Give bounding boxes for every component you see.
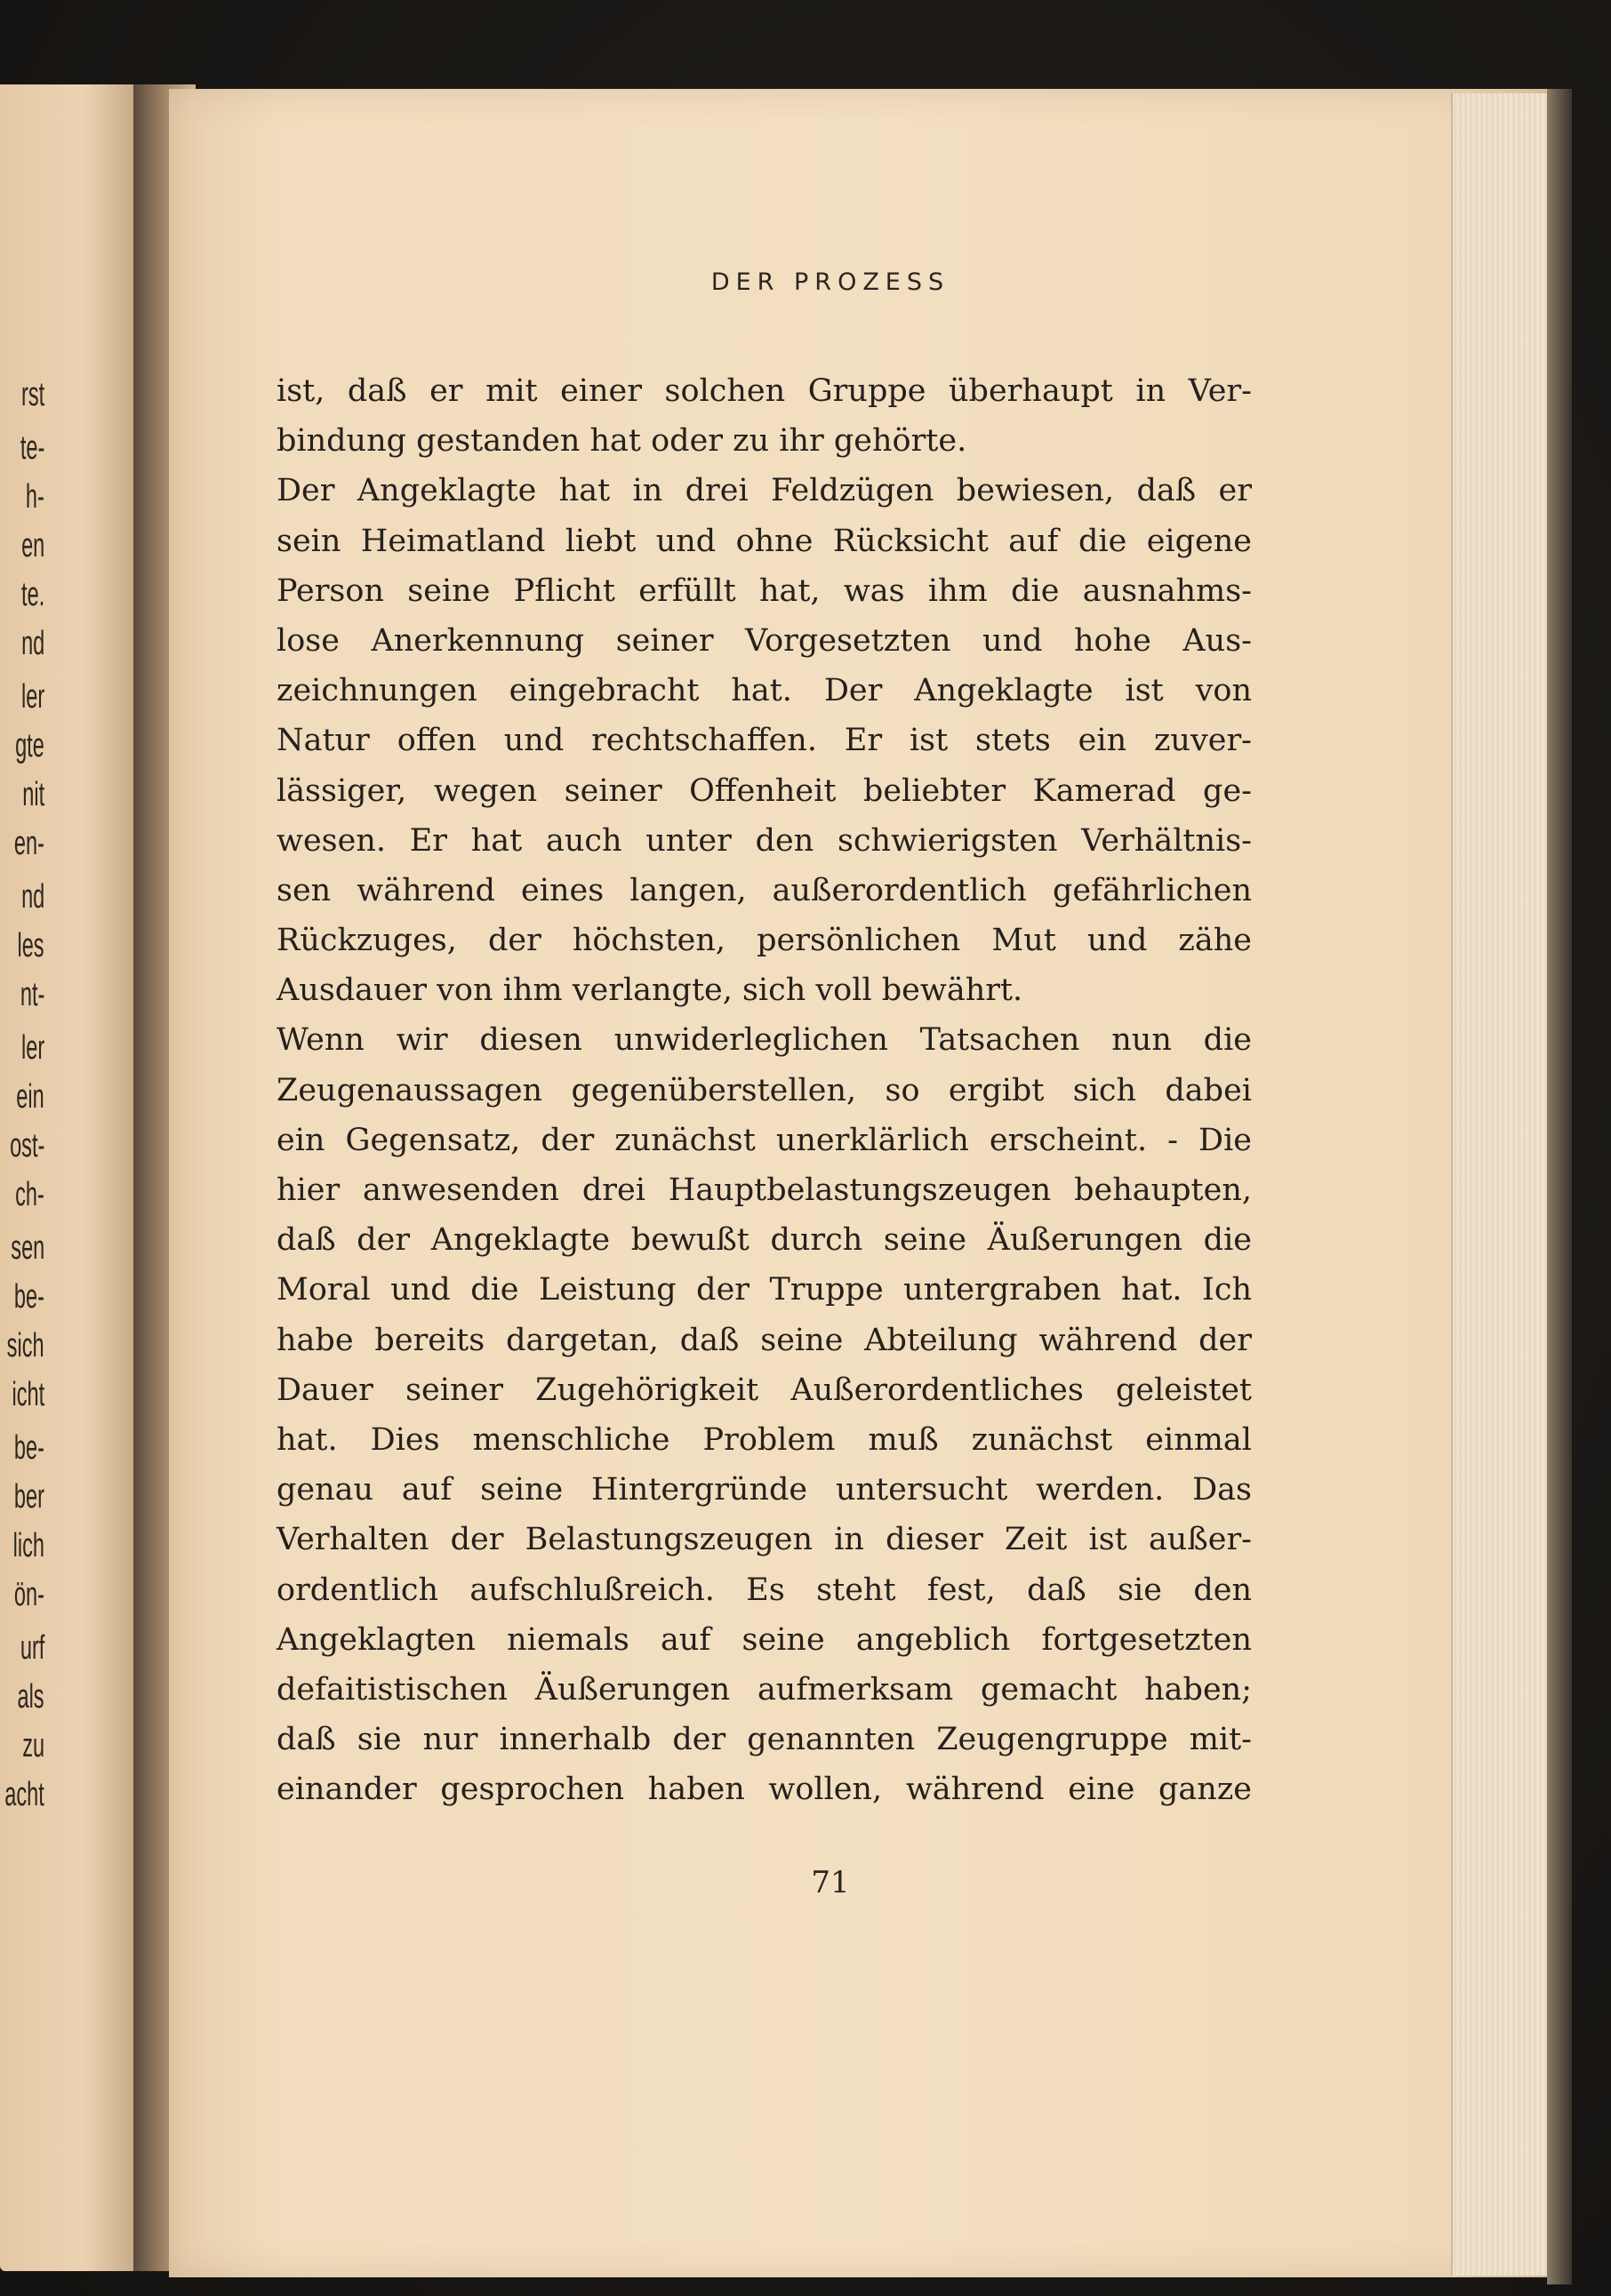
left-page-fragment: ber (13, 1478, 44, 1516)
left-page-fragment: ost- (9, 1127, 44, 1164)
text-line: ordentlich aufschlußreich. Es steht fest, daß sie den (277, 1572, 1252, 1608)
text-line: Moral und die Leistung der Truppe untergraben hat. Ich (277, 1272, 1252, 1308)
left-page-fragment: en- (13, 825, 44, 862)
page-number: 71 (811, 1865, 850, 1900)
body-text (277, 366, 1252, 1814)
text-line: Wenn wir diesen unwiderleglichen Tatsachen nun die (277, 1022, 1252, 1059)
text-line: Dauer seiner Zugehörigkeit Außerordentliches geleistet (277, 1372, 1252, 1408)
left-page-fragment: be- (13, 1429, 44, 1467)
text-line: ein Gegensatz, der zunächst unerklärlich erscheint. - Die (277, 1122, 1252, 1158)
left-page-fragment: ler (20, 678, 44, 716)
left-page-fragment: be- (13, 1278, 44, 1316)
text-line: defaitistischen Äußerungen aufmerksam gemacht haben; (277, 1671, 1252, 1708)
text-line: bindung gestanden hat oder zu ihr gehörte. (277, 423, 967, 460)
left-page-edge (0, 84, 153, 2271)
text-line: Ausdauer von ihm verlangte, sich voll bewährt. (277, 972, 1023, 1009)
text-line: daß der Angeklagte bewußt durch seine Äußerungen die (277, 1222, 1252, 1259)
text-line: genau auf seine Hintergründe untersucht werden. Das (277, 1472, 1252, 1508)
left-page-fragment: icht (12, 1376, 44, 1413)
running-header: DER PROZESS (710, 268, 950, 296)
text-line: Rückzuges, der höchsten, persönlichen Mut und zähe (277, 923, 1252, 959)
left-page-fragment: nd (20, 878, 44, 916)
left-page-fragment: nd (20, 625, 44, 662)
text-line: sein Heimatland liebt und ohne Rücksicht auf die eigene (277, 523, 1252, 559)
text-line: lässiger, wegen seiner Offenheit beliebter Kamerad ge- (277, 772, 1252, 809)
text-line: wesen. Er hat auch unter den schwierigsten Verhältnis- (277, 822, 1252, 859)
left-page-fragment: rst (20, 376, 44, 413)
text-line: ist, daß er mit einer solchen Gruppe überhaupt in Ver- (277, 373, 1252, 409)
text-line: Zeugenaussagen gegenüberstellen, so ergibt sich dabei (277, 1072, 1252, 1108)
text-line: zeichnungen eingebracht hat. Der Angeklagte ist von (277, 673, 1252, 709)
left-page-fragment: les (17, 927, 44, 964)
left-page-fragment: sich (7, 1327, 44, 1364)
left-page-fragment: ch- (15, 1176, 44, 1213)
text-line: hier anwesenden drei Hauptbelastungszeugen behaupten, (277, 1172, 1252, 1208)
left-page-fragment: urf (20, 1629, 44, 1667)
text-line: Angeklagten niemals auf seine angeblich fortgesetzten (277, 1621, 1252, 1658)
text-line: Verhalten der Belastungszeugen in dieser Zeit ist außer- (277, 1522, 1252, 1558)
left-page-fragment: te. (20, 576, 44, 613)
text-line: einander gesprochen haben wollen, während eine ganze (277, 1772, 1252, 1808)
left-page-fragment: ön- (13, 1576, 44, 1613)
text-line: Der Angeklagte hat in drei Feldzügen bewiesen, daß er (277, 473, 1252, 509)
left-page-fragment: h- (26, 478, 44, 516)
left-page-fragment: gte (15, 727, 44, 764)
book-cover-edge (1547, 89, 1572, 2284)
text-line: hat. Dies menschliche Problem muß zunächst einmal (277, 1421, 1252, 1458)
text-line: daß sie nur innerhalb der genannten Zeugengruppe mit- (277, 1722, 1252, 1758)
left-page-fragment: lich (12, 1527, 44, 1564)
left-page-fragment: nt- (20, 976, 44, 1013)
text-line: habe bereits dargetan, daß seine Abteilung während der (277, 1322, 1252, 1358)
left-page-fragment: ein (16, 1078, 44, 1116)
text-line: lose Anerkennung seiner Vorgesetzten und hohe Aus- (277, 622, 1252, 659)
left-page-fragment: acht (4, 1776, 44, 1813)
page-block-fore-edge (1451, 93, 1559, 2276)
left-page-fragment: sen (11, 1229, 44, 1267)
left-page-fragment: te- (20, 429, 44, 467)
left-page-fragment: zu (22, 1727, 44, 1764)
text-line: sen während eines langen, außerordentlich gefährlichen (277, 872, 1252, 908)
left-page-fragment: en (20, 527, 44, 564)
left-page-fragment: nit (22, 776, 44, 813)
left-page-fragment: als (17, 1678, 44, 1716)
left-page-fragment: ler (20, 1029, 44, 1067)
text-line: Person seine Pflicht erfüllt hat, was ihm die ausnahms- (277, 572, 1252, 609)
text-line: Natur offen und rechtschaffen. Er ist stets ein zuver- (277, 723, 1252, 759)
